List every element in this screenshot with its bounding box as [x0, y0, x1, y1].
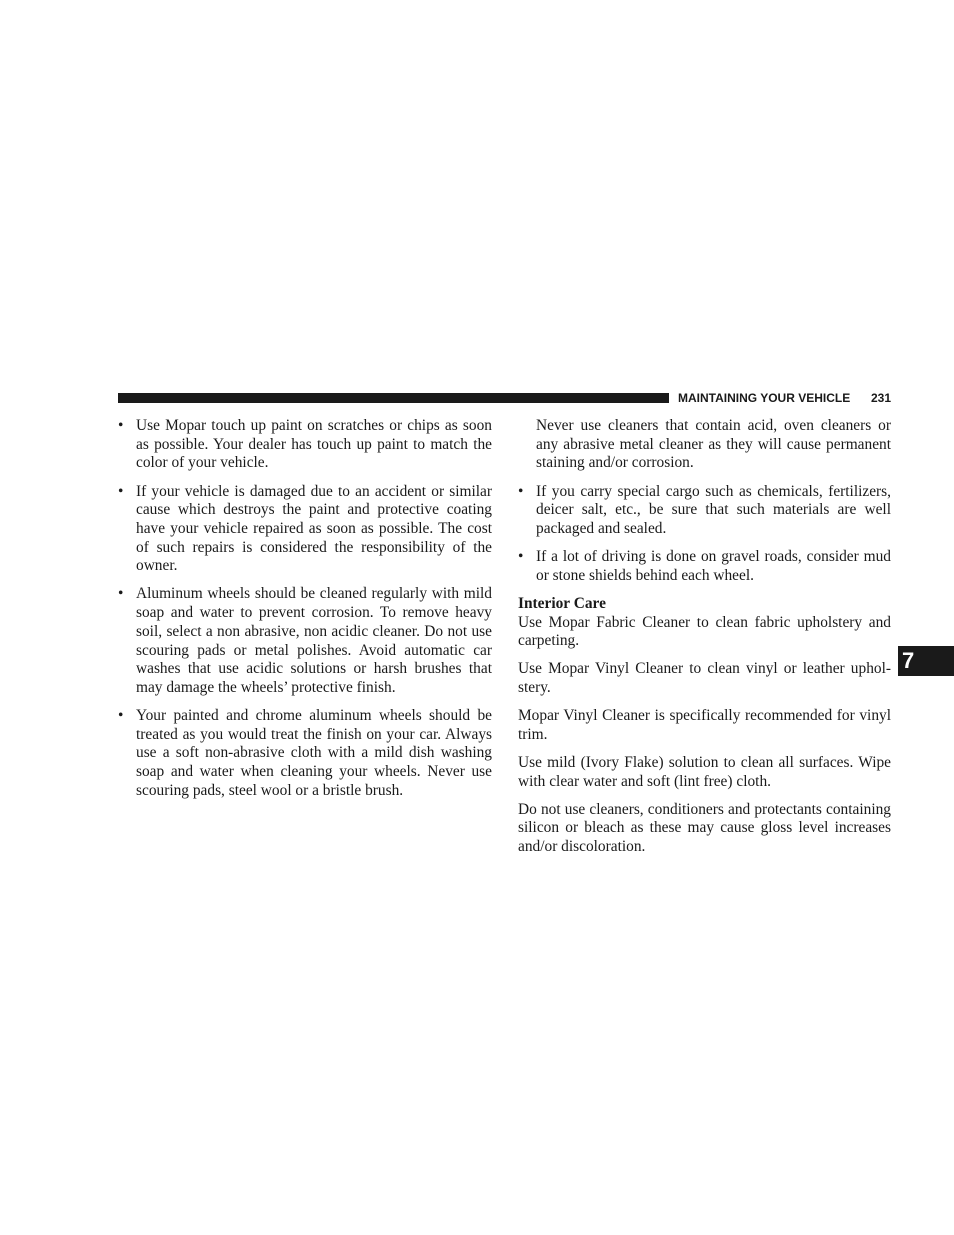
paragraph: Do not use cleaners, conditioners and protectants containing silicon or bleach as these may cause gloss level increases and/or discoloration.	[518, 800, 891, 856]
paragraph: Mopar Vinyl Cleaner is specifically recommended for vinyl trim.	[518, 707, 891, 743]
list-item-text: Your painted and chrome aluminum wheels should be treated as you would treat the finish on your car. Always use a soft non-abrasive cloth with a mild dish washing soap and water when cleaning your wheels. Never use scouring pads, steel wool or a bristle brush.	[136, 707, 492, 799]
header-rule	[118, 393, 669, 403]
bullet-icon: •	[118, 585, 124, 603]
paragraph: Use Mopar Fabric Cleaner to clean fabric upholstery and carpeting.	[518, 613, 891, 650]
list-item	[118, 417, 492, 473]
list-item	[118, 585, 492, 697]
list-item-text: Aluminum wheels should be cleaned regularly with mild soap and water to prevent corrosion. To remove heavy soil, select a non abrasive, non acidic cleaner. Do not use scouring pads or metal polishes. Avoid automatic car washes that use acidic solutions or harsh brushes that may damage the wheels’ protective finish.	[136, 585, 492, 696]
bullet-icon: •	[118, 417, 124, 434]
header-section-title: MAINTAINING YOUR VEHICLE	[678, 391, 851, 405]
list-item-text: If you carry special cargo such as chemicals, fertilizers, deicer salt, etc., be sure that such materials are well packaged and sealed.	[536, 482, 891, 537]
bullet-continuation: Never use cleaners that contain acid, oven cleaners or any abrasive metal cleaner as they will cause permanent staining and/or corrosion.	[536, 417, 891, 472]
paragraph: Use mild (Ivory Flake) solution to clean all surfaces. Wipe with clear water and soft (lint free) cloth.	[518, 753, 891, 790]
chapter-tab: 7	[898, 646, 954, 676]
list-item-text: If a lot of driving is done on gravel roads, consider mud or stone shields behind each wheel.	[536, 548, 891, 584]
list-item	[118, 483, 492, 577]
page-number: 231	[870, 391, 891, 405]
bullet-icon: •	[518, 482, 524, 500]
list-item-text: Use Mopar touch up paint on scratches or chips as soon as possible. Your dealer has touch up paint to match the color of your vehicle.	[136, 417, 492, 472]
left-column	[118, 417, 492, 810]
bullet-icon: •	[118, 707, 124, 725]
list-item	[518, 548, 891, 585]
running-header	[678, 390, 891, 406]
paragraph: Use Mopar Vinyl Cleaner to clean vinyl or leather upholstery.	[518, 660, 891, 696]
bullet-icon: •	[518, 548, 524, 565]
list-item-text: If your vehicle is damaged due to an accident or similar cause which destroys the paint and protective coating have your vehicle repaired as soon as possible. The cost of such repairs is considered the responsibility of the owner.	[136, 482, 492, 575]
section-heading: Interior Care	[518, 594, 606, 612]
list-item	[118, 707, 492, 801]
right-column	[518, 417, 891, 866]
bullet-icon: •	[118, 482, 124, 500]
list-item	[518, 483, 891, 539]
